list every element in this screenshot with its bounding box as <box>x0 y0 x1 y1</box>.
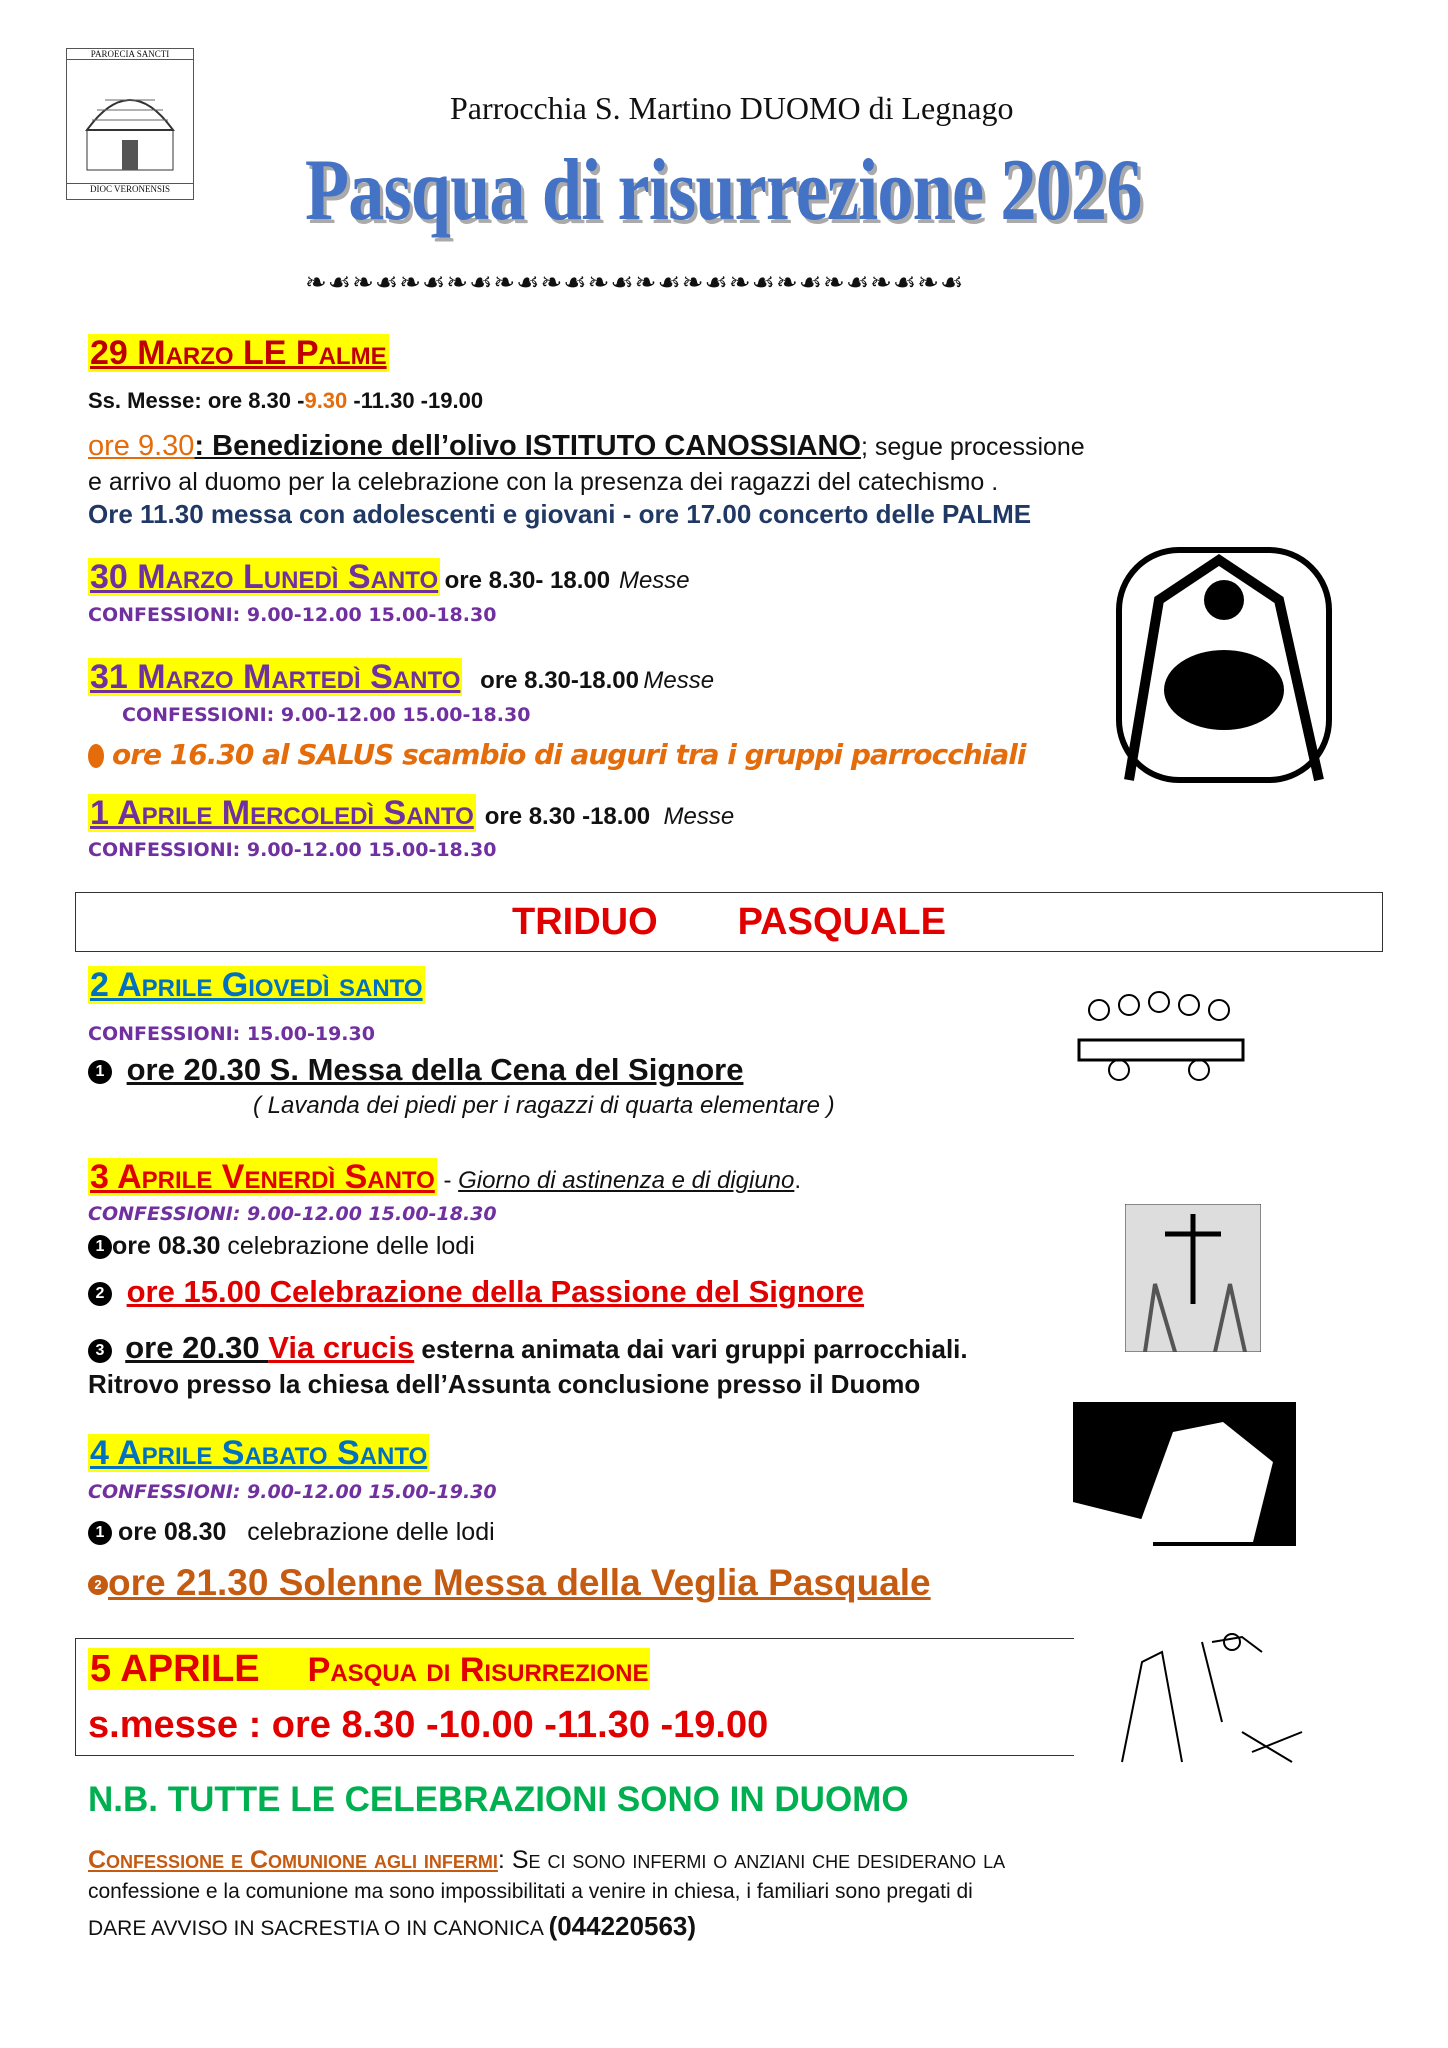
confessions-times: CONFESSIONI: 9.00-12.00 15.00-18.30 <box>88 604 497 626</box>
easter-masses: s.messe : ore 8.30 -10.00 -11.30 -19.00 <box>88 1704 769 1746</box>
text: ( Lavanda dei piedi per i ragazzi di quarta elementare ) <box>253 1092 835 1119</box>
number-1-icon: 1 <box>88 1060 112 1084</box>
day-heading-1-aprile: 1 Aprile Mercoledì Santo <box>90 794 474 832</box>
page-title: Pasqua di risurrezione 2026 <box>305 142 1142 239</box>
olive-blessing <box>88 430 1085 463</box>
text: ore 20.30 <box>125 1330 269 1365</box>
text: ore 8.30-18.00 <box>480 667 639 694</box>
text: ore 9.30 <box>88 430 195 462</box>
ornament-divider: ❧☙❧☙❧☙❧☙❧☙❧☙❧☙❧☙❧☙❧☙❧☙❧☙❧☙❧☙ <box>305 267 965 297</box>
angel-tomb-illustration <box>1073 1402 1296 1546</box>
logo-text: PAROECIA SANCTI <box>67 49 193 60</box>
text: Confessione e Comunione agli infermi <box>88 1846 498 1874</box>
text: Ritrovo presso la chiesa dell’Assunta conclusione presso il Duomo <box>88 1369 921 1399</box>
confessions-times: CONFESSIONI: 9.00-12.00 15.00-18.30 <box>88 839 497 861</box>
text: - <box>436 1167 459 1194</box>
text: ore 15.00 Celebrazione della Passione del Signore <box>126 1274 865 1309</box>
text: PASQUALE <box>737 901 946 943</box>
text: Pasqua di Risurrezione <box>307 1651 649 1689</box>
text: TRIDUO <box>512 901 658 943</box>
logo-text: DIOC VERONENSIS <box>67 183 193 194</box>
text: : Benedizione dell’olivo ISTITUTO CANOSSIANO <box>194 430 861 462</box>
lodi-item <box>88 1518 495 1547</box>
text: Messe <box>643 667 715 694</box>
lodi-item <box>88 1232 475 1261</box>
text: Messe <box>663 803 735 830</box>
passion-item <box>88 1274 864 1310</box>
text: ore 8.30- 18.00 <box>444 567 611 594</box>
church-dome-icon <box>67 60 193 178</box>
sick-visits-note <box>88 1846 1005 1875</box>
text: -11.30 -19.00 <box>347 388 484 413</box>
confessions-times: CONFESSIONI: 9.00-12.00 15.00-19.30 <box>88 1481 497 1503</box>
text: ore 20.30 S. Messa della Cena del Signore <box>126 1052 744 1087</box>
text: 5 APRILE <box>90 1648 260 1690</box>
exclamation-bullet-icon <box>88 744 104 768</box>
text: Via crucis <box>268 1330 415 1365</box>
nb-note: N.B. TUTTE LE CELEBRAZIONI SONO IN DUOMO <box>88 1780 909 1819</box>
confessions-times: CONFESSIONI: 9.00-12.00 15.00-18.30 <box>122 704 531 726</box>
text: celebrazione delle lodi <box>226 1518 495 1546</box>
text: e arrivo al duomo per la celebrazione con la presenza dei ragazzi del catechismo . <box>88 468 999 496</box>
salus-note <box>88 738 1025 771</box>
text: confessione e la comunione ma sono impossibilitati a venire in chiesa, i familiari sono pregati di <box>88 1880 973 1903</box>
phone-number: (044220563) <box>548 1911 697 1941</box>
day-heading-30-marzo: 30 Marzo Lunedì Santo <box>90 558 439 596</box>
number-3-icon: 3 <box>88 1339 112 1363</box>
easter-vigil-item <box>88 1562 931 1605</box>
number-1-icon: 1 <box>88 1521 112 1545</box>
text: ore 16.30 al SALUS scambio di auguri tra i gruppi parrocchiali <box>112 738 1026 771</box>
resurrection-illustration <box>1092 1632 1316 1770</box>
day-heading-29-marzo: 29 Marzo LE Palme <box>90 334 387 372</box>
number-2-icon: 2 <box>88 1575 108 1595</box>
text: Ore 11.30 messa con adolescenti e giovani - ore 17.00 concerto delle PALME <box>88 499 1032 529</box>
palm-sunday-illustration <box>1099 540 1349 790</box>
footer-line <box>88 1912 696 1942</box>
easter-sunday-heading <box>88 1648 650 1692</box>
day-heading-4-aprile: 4 Aprile Sabato Santo <box>90 1434 428 1472</box>
text: ore 08.30 <box>118 1518 227 1546</box>
day-heading-3-aprile: 3 Aprile Venerdì Santo <box>90 1158 435 1196</box>
number-1-icon: 1 <box>88 1235 112 1259</box>
messe-times <box>88 388 483 413</box>
text: 9.30 <box>304 388 348 413</box>
text: ; segue processione <box>860 433 1085 461</box>
text: : Se ci sono infermi o anziani che desiderano la <box>497 1846 1006 1874</box>
text: Giorno di astinenza e di digiuno <box>458 1167 795 1194</box>
text: Ss. Messe: ore 8.30 - <box>88 388 305 413</box>
confessions-times: CONFESSIONI: 9.00-12.00 15.00-18.30 <box>88 1203 497 1225</box>
day-heading-2-aprile: 2 Aprile Giovedì santo <box>90 966 423 1004</box>
day-heading-31-marzo: 31 Marzo Martedì Santo <box>90 658 461 696</box>
number-2-icon: 2 <box>88 1282 112 1306</box>
text: ore 08.30 <box>112 1232 221 1260</box>
last-supper-illustration <box>1059 980 1263 1105</box>
text: ore 8.30 -18.00 <box>484 803 651 830</box>
text: esterna animata dai vari gruppi parrocchiali. <box>414 1334 968 1364</box>
crucifixion-illustration <box>1125 1204 1261 1352</box>
confessions-times: CONFESSIONI: 15.00-19.30 <box>88 1023 375 1045</box>
parish-logo <box>66 48 194 200</box>
via-crucis-item <box>88 1330 968 1366</box>
last-supper-mass <box>88 1052 743 1088</box>
text: DARE AVVISO IN SACRESTIA O IN CANONICA <box>88 1917 549 1940</box>
triduo-banner <box>75 892 1383 952</box>
poster: PAROECIA SANCTI DIOC VERONENSIS Parrocchia S. Martino DUOMO di Legnago Pasqua di risurrezione 2026 ❧☙❧☙❧☙❧☙❧☙❧☙❧☙❧☙❧☙❧☙❧☙❧☙❧☙❧☙ 29 Marzo LE Palme Ss. Messe: ore 8.30 -9.30 -11.30 -19.00 ore 9.30: Benedizione dell’olivo ISTITUTO CANOSSIANO; segue processione e arrivo al duomo per la celebrazione con la presenza dei ragazzi del catechismo . Ore 11.30 messa con adolescenti e giovani - ore 17.00 concerto delle PALME 30 Marzo Lunedì Santo ore 8.30- 18.00 Messe CONFESSIONI: 9.00-12.00 15.00-18.30 31 Marzo Martedì Santo ore 8.30-18.00 Messe CONFESSIONI: 9.00-12.00 15.00-18.30 ore 16.30 al SALUS scambio di auguri tra i gruppi parrocchiali 1 Aprile Mercoledì Santo ore 8.30 -18.00 Messe CONFESSIONI: 9.00-12.00 15.00-18.30 TRIDUO PASQUALE 2 Aprile Giovedì santo CONFESSIONI: 15.00-19.30 1 ore 20.30 S. Messa della Cena del Signore ( Lavanda dei piedi per i ragazzi di quarta elementare ) 3 Aprile Venerdì Santo - Giorno di astinenza e di digiuno. CONFESSIONI: 9.00-12.00 15.00-18.30 1 ore 08.30 celebrazione delle lodi 2 ore 15.00 Celebrazione della Passione del Signore 3 ore 20.30 Via crucis esterna animata dai vari gruppi parrocchiali. Ritrovo presso la chiesa dell’Assunta conclusione presso il Duomo 4 Aprile Sabato Santo CONFESSIONI: 9.00-12.00 15.00-19.30 1 ore 08.30 celebrazione delle lodi 2 ore 21.30 Solenne Messa della Veglia Pasquale 5 APRILE Pasqua di Risurrezione s.messe : ore 8.30 -10.00 -11.30 -19.00 N.B. TUTTE LE CELEBRAZIONI SONO IN DUOMO Confessione e Comunione agli infermi: Se ci sono infermi o anziani che desiderano la confessione e la comunione ma sono impossibilitati a venire in chiesa, i familiari sono pregati di DARE AVVISO IN SACRESTIA O IN CANONICA (044220563) <box>0 0 1448 2048</box>
text: celebrazione delle lodi <box>220 1232 475 1260</box>
text: Messe <box>618 567 690 594</box>
parish-name: Parrocchia S. Martino DUOMO di Legnago <box>450 90 1014 126</box>
text: ore 21.30 Solenne Messa della Veglia Pasquale <box>108 1562 931 1603</box>
